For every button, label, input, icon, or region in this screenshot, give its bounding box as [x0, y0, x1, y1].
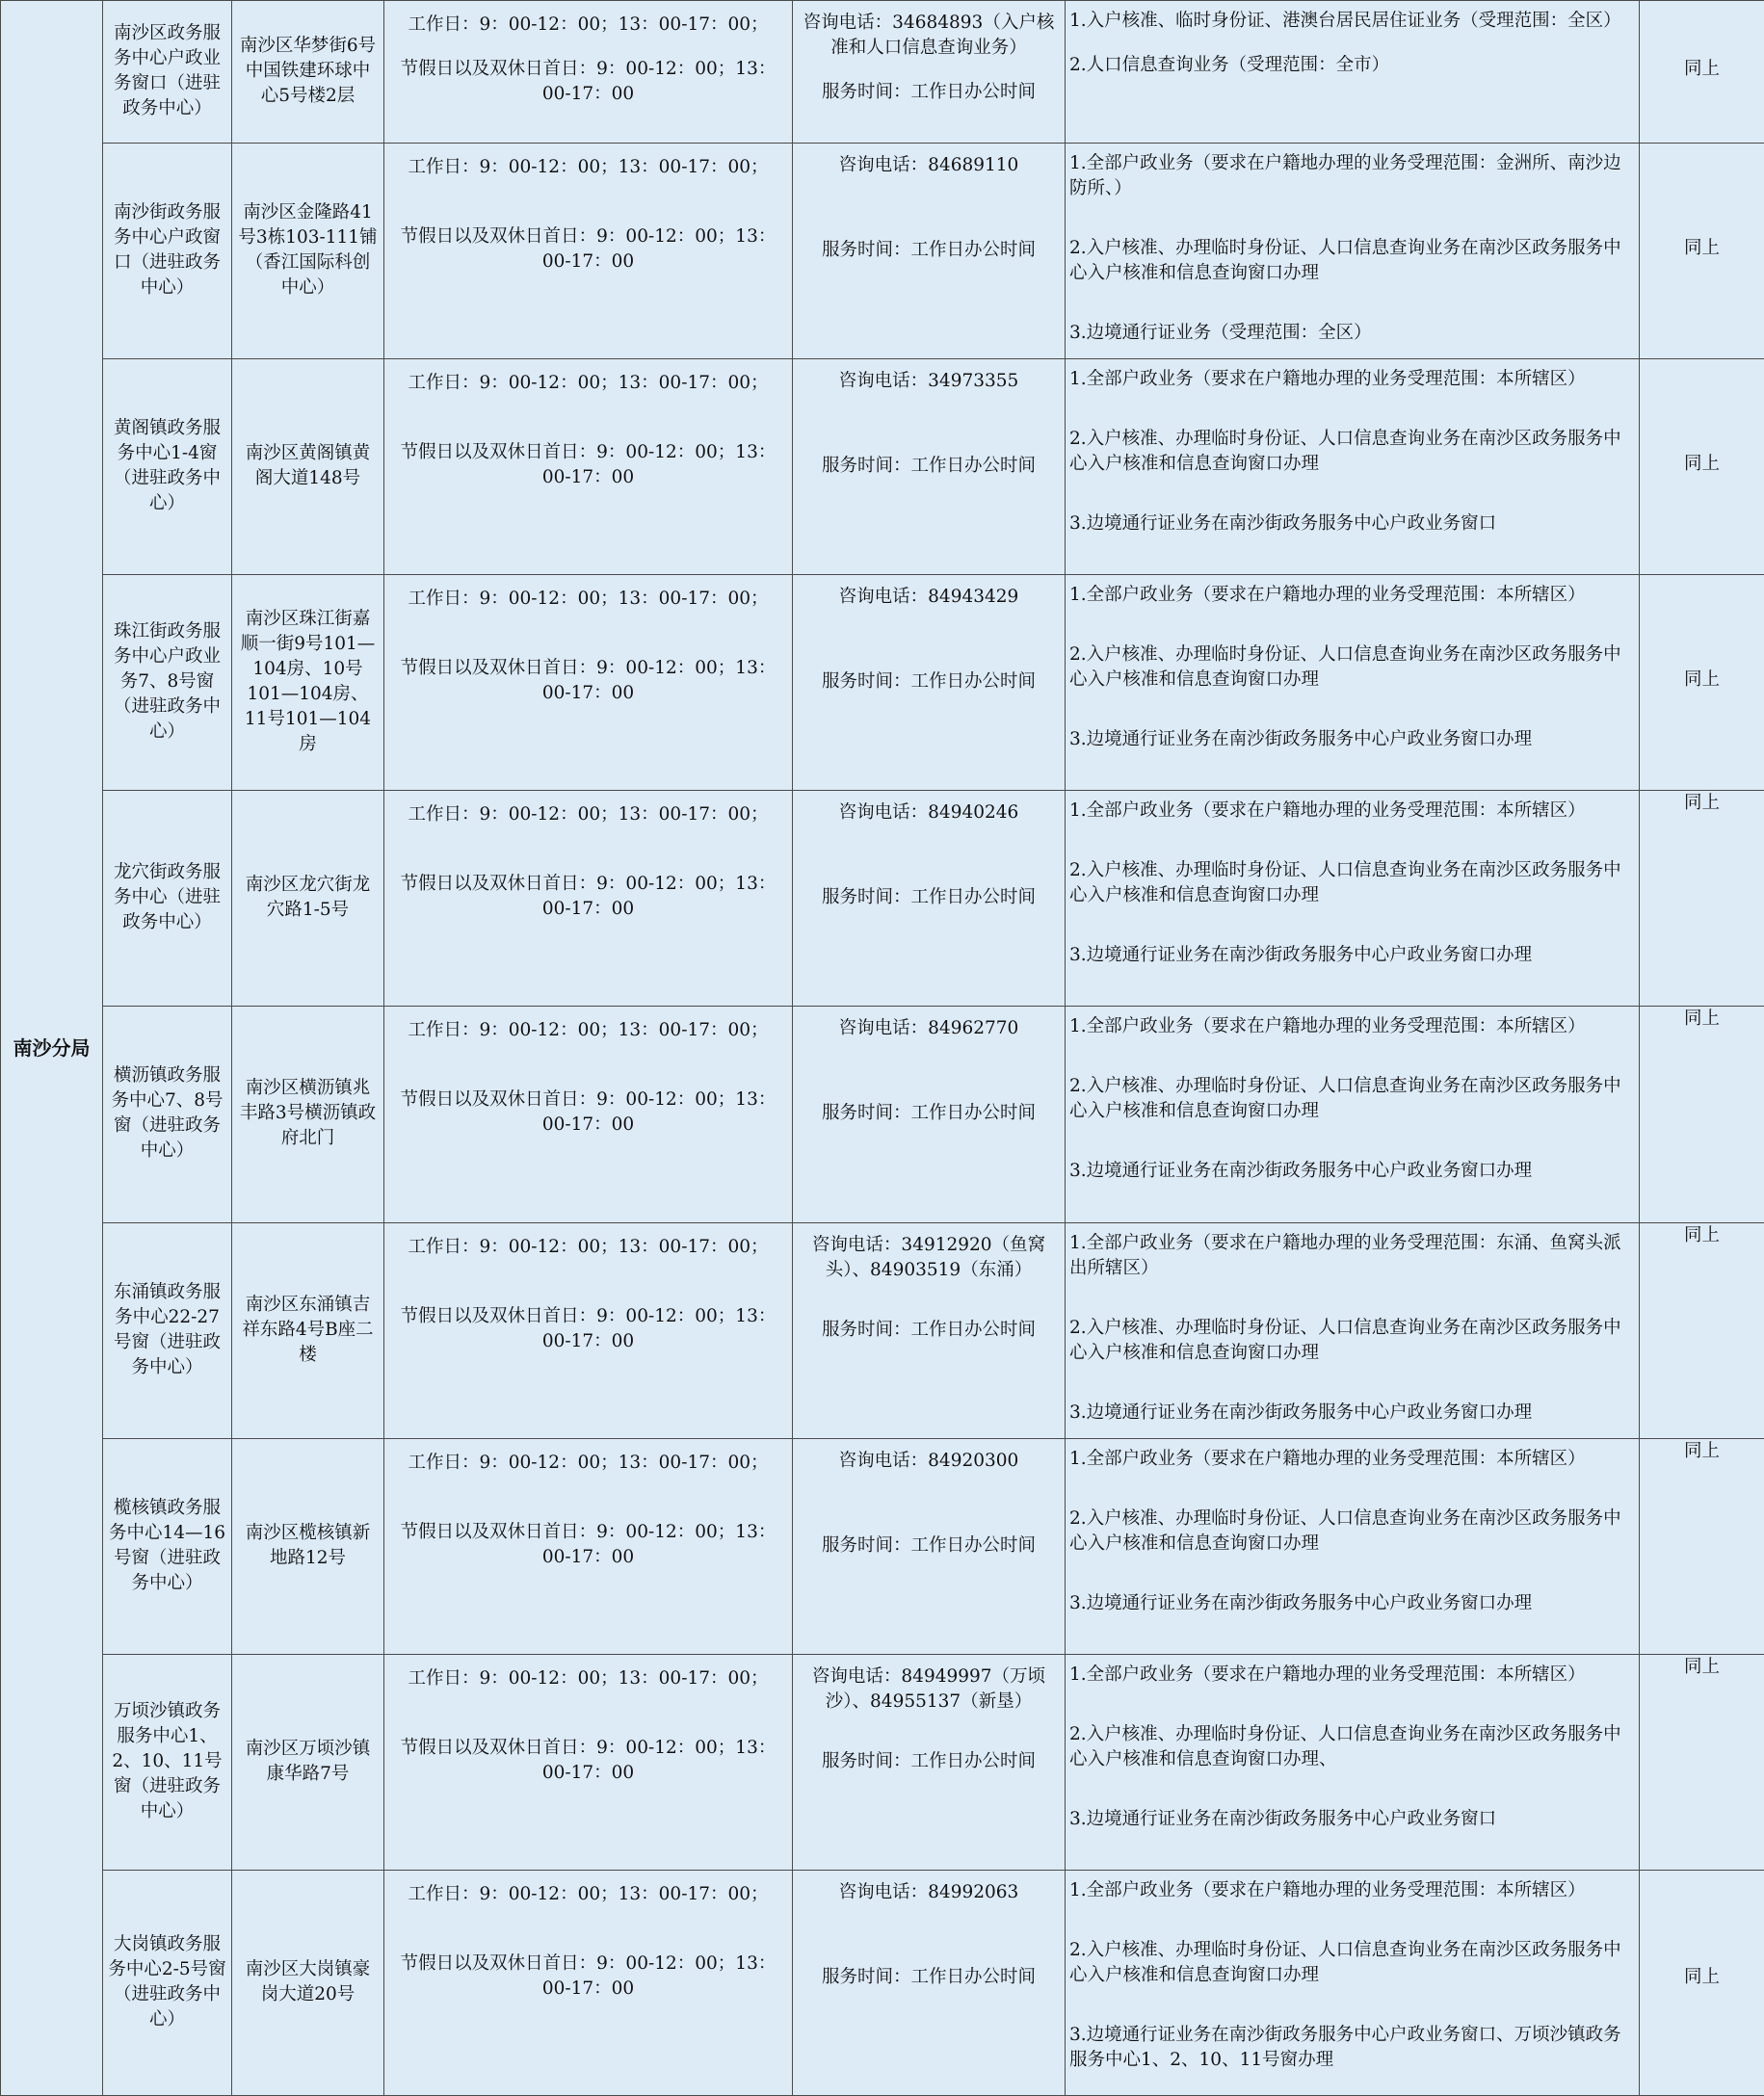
holiday-hours: 节假日以及双休日首日：9：00-12：00；13：00-17：00	[400, 226, 777, 273]
business-item: 1.全部户政业务（要求在户籍地办理的业务受理范围：本所辖区）	[1069, 369, 1586, 390]
business-item: 1.全部户政业务（要求在户籍地办理的业务受理范围：本所辖区）	[1069, 1448, 1586, 1469]
phone-number: 咨询电话：34684893（入户核准和人口信息查询业务）	[803, 13, 1055, 58]
window-name-cell	[103, 1, 232, 144]
business-item: 3.边境通行证业务在南沙街政务服务中心户政业务窗口办理	[1069, 729, 1533, 750]
table-row	[1, 359, 1764, 575]
business-item: 1.全部户政业务（要求在户籍地办理的业务受理范围：金洲所、南沙边防所、）	[1069, 153, 1621, 199]
contact-cell	[793, 791, 1066, 1007]
business-item: 2.入户核准、办理临时身份证、人口信息查询业务在南沙区政务服务中心入户核准和信息查询窗口办理	[1069, 1507, 1621, 1554]
window-name-cell	[103, 1007, 232, 1222]
holiday-hours: 节假日以及双休日首日：9：00-12：00；13：00-17：00	[400, 442, 777, 488]
business-scope-cell	[1066, 1, 1640, 144]
phone-number: 咨询电话：34912920（鱼窝头）、84903519（东涌）	[811, 1234, 1046, 1280]
table-row	[1, 1870, 1764, 2095]
business-item: 2.入户核准、办理临时身份证、人口信息查询业务在南沙区政务服务中心入户核准和信息查询窗口办理	[1069, 1317, 1621, 1363]
service-time: 服务时间：工作日办公时间	[821, 456, 1036, 477]
window-name: 万顷沙镇政务服务中心1、2、10、11号窗（进驻政务中心）	[112, 1700, 223, 1821]
window-name: 珠江街政务服务中心户政业务7、8号窗（进驻政务中心）	[113, 621, 221, 743]
hours-cell	[384, 1007, 793, 1222]
address: 南沙区东涌镇吉祥东路4号B座二楼	[242, 1294, 374, 1365]
business-item: 3.边境通行证业务在南沙街政务服务中心户政业务窗口办理	[1069, 1161, 1533, 1182]
business-scope-cell	[1066, 575, 1640, 791]
service-time: 服务时间：工作日办公时间	[821, 887, 1036, 908]
table-row	[1, 575, 1764, 791]
business-item: 3.边境通行证业务在南沙街政务服务中心户政业务窗口办理	[1069, 1402, 1533, 1423]
workday-hours: 工作日：9：00-12：00；13：00-17：00；	[408, 1883, 769, 1904]
business-scope-cell	[1066, 144, 1640, 359]
service-time: 服务时间：工作日办公时间	[821, 1966, 1036, 1987]
address: 南沙区大岗镇豪岗大道20号	[245, 1958, 371, 2004]
note-cell	[1640, 1, 1764, 144]
address: 南沙区万顷沙镇康华路7号	[245, 1738, 371, 1784]
window-name-cell	[103, 1438, 232, 1654]
business-item: 2.入户核准、办理临时身份证、人口信息查询业务在南沙区政务服务中心入户核准和信息查询窗口办理	[1069, 1939, 1621, 1985]
window-name: 龙穴街政务服务中心（进驻政务中心）	[113, 862, 221, 933]
business-item: 2.入户核准、办理临时身份证、人口信息查询业务在南沙区政务服务中心入户核准和信息查询窗口办理	[1069, 644, 1621, 691]
contact-cell	[793, 1, 1066, 144]
hours-cell	[384, 791, 793, 1007]
workday-hours: 工作日：9：00-12：00；13：00-17：00；	[408, 157, 769, 178]
note-same-as-above: 同上	[1683, 1009, 1720, 1030]
table-row	[1, 1, 1764, 144]
holiday-hours: 节假日以及双休日首日：9：00-12：00；13：00-17：00	[400, 59, 777, 104]
window-name-cell	[103, 575, 232, 791]
note-same-as-above: 同上	[1683, 793, 1720, 814]
window-name: 横沥镇政务服务中心7、8号窗（进驻政务中心）	[111, 1065, 224, 1162]
contact-cell	[793, 1007, 1066, 1222]
address: 南沙区黄阁镇黄阁大道148号	[245, 443, 371, 489]
business-scope-cell	[1066, 791, 1640, 1007]
address-cell	[232, 575, 384, 791]
table-body	[1, 1, 1764, 2096]
holiday-hours: 节假日以及双休日首日：9：00-12：00；13：00-17：00	[400, 1521, 777, 1567]
window-name-cell	[103, 1222, 232, 1438]
window-name-cell	[103, 1870, 232, 2095]
branch-name-cell: 南沙分局	[1, 1, 103, 2096]
phone-number: 咨询电话：84943429	[838, 587, 1019, 608]
workday-hours: 工作日：9：00-12：00；13：00-17：00；	[408, 14, 769, 35]
note-same-as-above: 同上	[1683, 1656, 1720, 1677]
holiday-hours: 节假日以及双休日首日：9：00-12：00；13：00-17：00	[400, 1305, 777, 1351]
note-cell	[1640, 1222, 1764, 1438]
workday-hours: 工作日：9：00-12：00；13：00-17：00；	[408, 589, 769, 610]
holiday-hours: 节假日以及双休日首日：9：00-12：00；13：00-17：00	[400, 658, 777, 704]
window-name: 南沙街政务服务中心户政窗口（进驻政务中心）	[113, 202, 221, 299]
address-cell	[232, 1, 384, 144]
table-row	[1, 791, 1764, 1007]
address: 南沙区华梦街6号中国铁建环球中心5号楼2层	[239, 36, 377, 106]
business-item: 1.全部户政业务（要求在户籍地办理的业务受理范围：本所辖区）	[1069, 1879, 1586, 1900]
note-cell	[1640, 1438, 1764, 1654]
service-time: 服务时间：工作日办公时间	[821, 1750, 1036, 1771]
note-cell	[1640, 359, 1764, 575]
workday-hours: 工作日：9：00-12：00；13：00-17：00；	[408, 1452, 769, 1473]
workday-hours: 工作日：9：00-12：00；13：00-17：00；	[408, 373, 769, 394]
service-time: 服务时间：工作日办公时间	[821, 82, 1036, 102]
contact-cell	[793, 1222, 1066, 1438]
phone-number: 咨询电话：34973355	[838, 371, 1019, 392]
phone-number: 咨询电话：84689110	[838, 155, 1019, 176]
address-cell	[232, 791, 384, 1007]
address: 南沙区龙穴街龙穴路1-5号	[245, 875, 371, 921]
contact-cell	[793, 1870, 1066, 2095]
address-cell	[232, 1870, 384, 2095]
business-item: 1.全部户政业务（要求在户籍地办理的业务受理范围：本所辖区）	[1069, 585, 1586, 606]
hours-cell	[384, 1654, 793, 1870]
business-item: 3.边境通行证业务在南沙街政务服务中心户政业务窗口、万顷沙镇政务服务中心1、2、10、11号窗办理	[1069, 2024, 1621, 2070]
business-item: 1.全部户政业务（要求在户籍地办理的业务受理范围：东涌、鱼窝头派出所辖区）	[1069, 1232, 1621, 1278]
address-cell	[232, 1654, 384, 1870]
contact-cell	[793, 359, 1066, 575]
note-same-as-above: 同上	[1683, 1440, 1720, 1461]
address-cell	[232, 1007, 384, 1222]
note-cell	[1640, 575, 1764, 791]
business-item: 2.入户核准、办理临时身份证、人口信息查询业务在南沙区政务服务中心入户核准和信息查询窗口办理、	[1069, 1723, 1621, 1769]
note-same-as-above: 同上	[1683, 454, 1720, 475]
address-cell	[232, 1438, 384, 1654]
contact-cell	[793, 144, 1066, 359]
business-item: 2.入户核准、办理临时身份证、人口信息查询业务在南沙区政务服务中心入户核准和信息查询窗口办理	[1069, 1076, 1621, 1122]
business-item: 2.入户核准、办理临时身份证、人口信息查询业务在南沙区政务服务中心入户核准和信息查询窗口办理	[1069, 860, 1621, 906]
table-row	[1, 1438, 1764, 1654]
business-scope-cell	[1066, 1438, 1640, 1654]
table-row	[1, 1007, 1764, 1222]
window-name: 大岗镇政务服务中心2-5号窗（进驻政务中心）	[108, 1933, 226, 2030]
phone-number: 咨询电话：84992063	[838, 1881, 1019, 1902]
business-scope-cell	[1066, 1007, 1640, 1222]
holiday-hours: 节假日以及双休日首日：9：00-12：00；13：00-17：00	[400, 1089, 777, 1136]
business-scope-cell	[1066, 359, 1640, 575]
note-same-as-above: 同上	[1683, 669, 1720, 691]
window-name: 榄核镇政务服务中心14—16号窗（进驻政务中心）	[108, 1497, 226, 1593]
service-time: 服务时间：工作日办公时间	[821, 671, 1036, 693]
address: 南沙区珠江街嘉顺一街9号101—104房、10号101—104房、11号101—104房	[240, 609, 376, 755]
service-time: 服务时间：工作日办公时间	[821, 240, 1036, 261]
business-item: 3.边境通行证业务在南沙街政务服务中心户政业务窗口办理	[1069, 945, 1533, 966]
note-cell	[1640, 1870, 1764, 2095]
window-name-cell	[103, 359, 232, 575]
business-scope-cell	[1066, 1654, 1640, 1870]
address-cell	[232, 359, 384, 575]
workday-hours: 工作日：9：00-12：00；13：00-17：00；	[408, 804, 769, 825]
window-name-cell	[103, 1654, 232, 1870]
business-item: 2.入户核准、办理临时身份证、人口信息查询业务在南沙区政务服务中心入户核准和信息查询窗口办理	[1069, 429, 1621, 475]
service-time: 服务时间：工作日办公时间	[821, 1103, 1036, 1124]
table-row	[1, 144, 1764, 359]
service-time: 服务时间：工作日办公时间	[821, 1319, 1036, 1340]
note-same-as-above: 同上	[1683, 1224, 1720, 1245]
business-item: 2.入户核准、办理临时身份证、人口信息查询业务在南沙区政务服务中心入户核准和信息查询窗口办理	[1069, 238, 1621, 284]
hours-cell	[384, 1438, 793, 1654]
workday-hours: 工作日：9：00-12：00；13：00-17：00；	[408, 1020, 769, 1041]
address: 南沙区金隆路41号3栋103-111铺（香江国际科创中心）	[238, 202, 378, 299]
business-item: 1.入户核准、临时身份证、港澳台居民居住证业务（受理范围：全区）	[1069, 11, 1621, 31]
business-item: 1.全部户政业务（要求在户籍地办理的业务受理范围：本所辖区）	[1069, 1016, 1586, 1037]
phone-number: 咨询电话：84940246	[838, 802, 1019, 824]
business-scope-cell	[1066, 1870, 1640, 2095]
contact-cell	[793, 1438, 1066, 1654]
window-name-cell	[103, 791, 232, 1007]
window-name: 南沙区政务服务中心户政业务窗口（进驻政务中心）	[113, 23, 221, 118]
phone-number: 咨询电话：84920300	[838, 1450, 1019, 1471]
business-item: 3.边境通行证业务在南沙街政务服务中心户政业务窗口	[1069, 513, 1497, 535]
phone-number: 咨询电话：84949997（万顷沙）、84955137（新垦）	[811, 1665, 1046, 1712]
hours-cell	[384, 575, 793, 791]
address-cell	[232, 144, 384, 359]
note-same-as-above: 同上	[1683, 238, 1720, 259]
phone-number: 咨询电话：84962770	[838, 1018, 1019, 1039]
business-item: 1.全部户政业务（要求在户籍地办理的业务受理范围：本所辖区）	[1069, 1664, 1586, 1685]
address: 南沙区横沥镇兆丰路3号横沥镇政府北门	[239, 1078, 377, 1149]
address: 南沙区榄核镇新地路12号	[245, 1522, 371, 1568]
business-item: 2.人口信息查询业务（受理范围：全市）	[1069, 55, 1390, 75]
business-item: 3.边境通行证业务在南沙街政务服务中心户政业务窗口	[1069, 1808, 1497, 1829]
note-same-as-above: 同上	[1683, 59, 1720, 79]
note-cell	[1640, 144, 1764, 359]
note-same-as-above: 同上	[1683, 1966, 1720, 1987]
window-name: 东涌镇政务服务中心22-27号窗（进驻政务中心）	[113, 1281, 221, 1377]
hours-cell	[384, 1222, 793, 1438]
holiday-hours: 节假日以及双休日首日：9：00-12：00；13：00-17：00	[400, 874, 777, 920]
hours-cell	[384, 1, 793, 144]
window-name: 黄阁镇政务服务中心1-4窗（进驻政务中心）	[113, 418, 221, 514]
business-scope-cell	[1066, 1222, 1640, 1438]
workday-hours: 工作日：9：00-12：00；13：00-17：00；	[408, 1667, 769, 1689]
workday-hours: 工作日：9：00-12：00；13：00-17：00；	[408, 1236, 769, 1257]
holiday-hours: 节假日以及双休日首日：9：00-12：00；13：00-17：00	[400, 1952, 777, 1999]
business-item: 1.全部户政业务（要求在户籍地办理的业务受理范围：本所辖区）	[1069, 800, 1586, 822]
holiday-hours: 节假日以及双休日首日：9：00-12：00；13：00-17：00	[400, 1737, 777, 1783]
note-cell	[1640, 1654, 1764, 1870]
table-row	[1, 1222, 1764, 1438]
window-name-cell	[103, 144, 232, 359]
note-cell	[1640, 791, 1764, 1007]
hours-cell	[384, 144, 793, 359]
contact-cell	[793, 1654, 1066, 1870]
business-item: 3.边境通行证业务（受理范围：全区）	[1069, 323, 1372, 344]
business-item: 3.边境通行证业务在南沙街政务服务中心户政业务窗口办理	[1069, 1592, 1533, 1613]
address-cell	[232, 1222, 384, 1438]
service-time: 服务时间：工作日办公时间	[821, 1534, 1036, 1556]
hours-cell	[384, 1870, 793, 2095]
contact-cell	[793, 575, 1066, 791]
table-row	[1, 1654, 1764, 1870]
hours-cell	[384, 359, 793, 575]
note-cell	[1640, 1007, 1764, 1222]
